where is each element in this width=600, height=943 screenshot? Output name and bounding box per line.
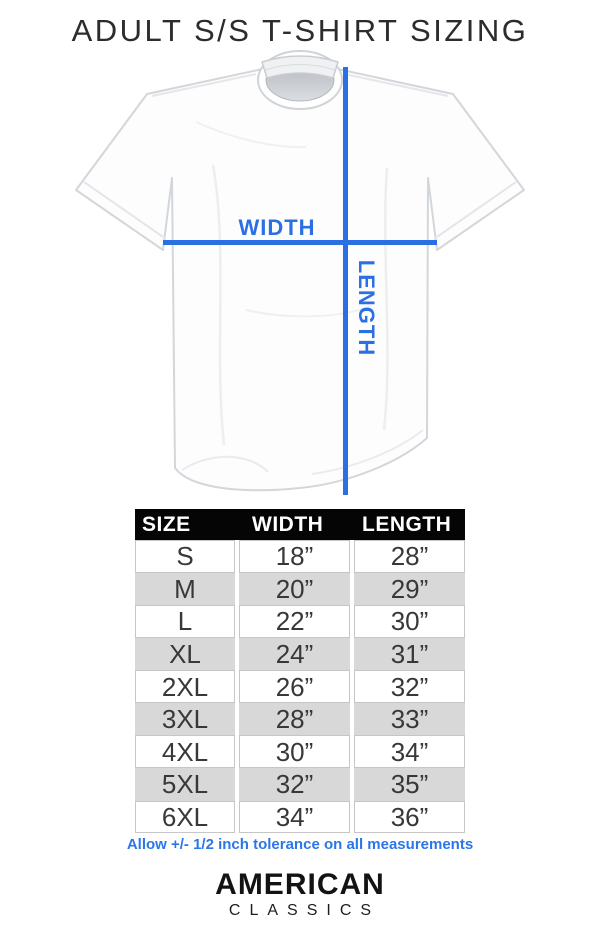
column-header-size: SIZE <box>142 512 191 536</box>
column-header-length: LENGTH <box>362 512 452 536</box>
table-row <box>135 801 465 834</box>
cell-length: 32” <box>354 670 465 703</box>
cell-width: 32” <box>239 768 350 801</box>
brand-subname: CLASSICS <box>228 902 381 919</box>
column-header-width: WIDTH <box>252 512 324 536</box>
cell-length: 30” <box>354 605 465 638</box>
cell-length: 35” <box>354 768 465 801</box>
page-title: ADULT S/S T-SHIRT SIZING <box>71 13 529 48</box>
cell-size: M <box>135 573 235 606</box>
cell-size: 2XL <box>135 670 235 703</box>
cell-size: L <box>135 605 235 638</box>
cell-size: 5XL <box>135 768 235 801</box>
cell-length: 28” <box>354 540 465 573</box>
cell-length: 36” <box>354 801 465 834</box>
table-row <box>135 638 465 671</box>
cell-size: 3XL <box>135 703 235 736</box>
brand-logo <box>0 868 600 920</box>
size-table-header <box>135 509 465 540</box>
cell-size: 6XL <box>135 801 235 834</box>
table-row <box>135 703 465 736</box>
cell-length: 34” <box>354 735 465 768</box>
cell-width: 30” <box>239 735 350 768</box>
cell-length: 31” <box>354 638 465 671</box>
table-row <box>135 540 465 573</box>
table-row <box>135 670 465 703</box>
size-table <box>135 509 465 833</box>
cell-length: 33” <box>354 703 465 736</box>
table-row <box>135 735 465 768</box>
cell-length: 29” <box>354 573 465 606</box>
length-line <box>343 67 348 495</box>
table-row <box>135 573 465 606</box>
table-row <box>135 605 465 638</box>
size-table-body <box>135 540 465 833</box>
table-row <box>135 768 465 801</box>
tolerance-note: Allow +/- 1/2 inch tolerance on all measurements <box>126 836 474 853</box>
length-measurement-label: LENGTH <box>354 259 379 357</box>
width-measurement-label: WIDTH <box>238 215 316 240</box>
cell-width: 18” <box>239 540 350 573</box>
cell-size: S <box>135 540 235 573</box>
cell-width: 22” <box>239 605 350 638</box>
cell-size: 4XL <box>135 735 235 768</box>
cell-width: 24” <box>239 638 350 671</box>
cell-width: 26” <box>239 670 350 703</box>
cell-width: 20” <box>239 573 350 606</box>
brand-name: AMERICAN <box>215 868 385 901</box>
cell-width: 34” <box>239 801 350 834</box>
cell-size: XL <box>135 638 235 671</box>
cell-width: 28” <box>239 703 350 736</box>
